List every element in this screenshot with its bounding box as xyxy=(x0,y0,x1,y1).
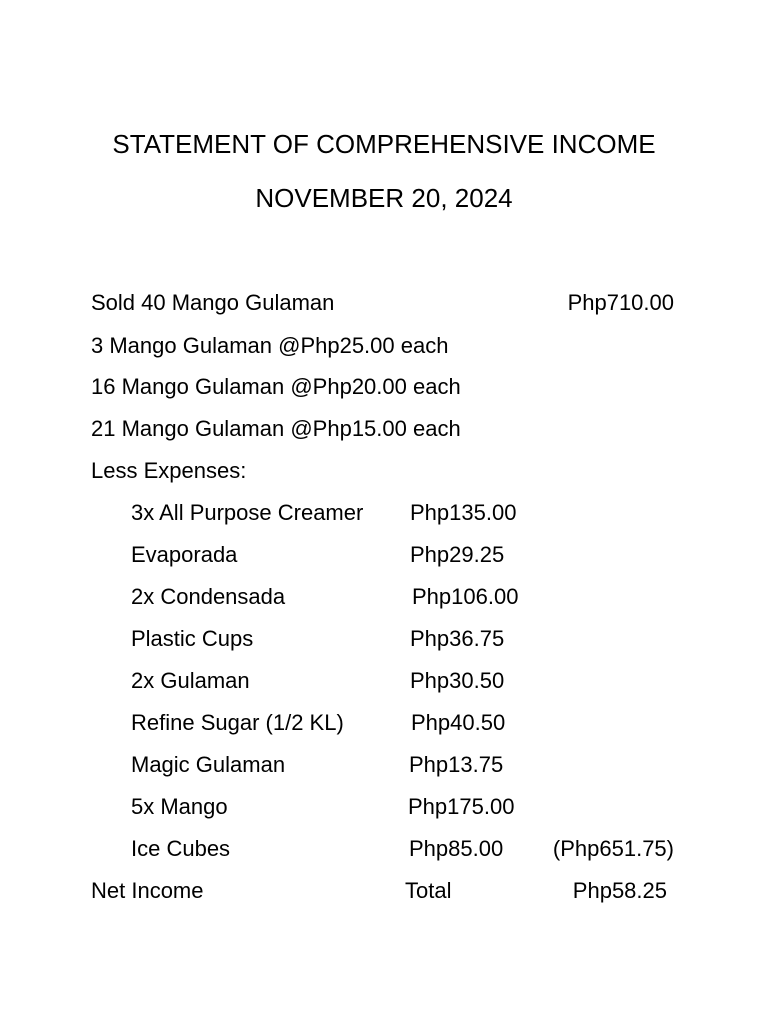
expense-label: Magic Gulaman xyxy=(131,752,286,777)
sales-line xyxy=(0,373,768,401)
expense-label: 2x Condensada xyxy=(131,584,286,609)
expense-amount: Php29.25 xyxy=(410,542,505,567)
net-income-row xyxy=(0,877,768,905)
expense-amount: Php135.00 xyxy=(410,500,517,525)
expense-row xyxy=(0,499,768,527)
expense-amount: Php36.75 xyxy=(410,626,505,651)
sales-line xyxy=(0,332,768,360)
expense-amount: Php106.00 xyxy=(412,584,519,609)
net-income-amount: Php58.25 xyxy=(572,878,667,903)
expense-label: Evaporada xyxy=(131,542,238,567)
expense-amount: Php40.50 xyxy=(411,710,506,735)
expenses-heading-row xyxy=(0,457,768,485)
expense-amount: Php175.00 xyxy=(408,794,515,819)
sales-line-text: 3 Mango Gulaman @Php25.00 each xyxy=(91,333,449,358)
statement-title: STATEMENT OF COMPREHENSIVE INCOME xyxy=(112,129,656,159)
expense-row xyxy=(0,667,768,695)
sales-summary-row xyxy=(0,289,768,317)
expense-label: Plastic Cups xyxy=(131,626,254,651)
sales-summary-amount: Php710.00 xyxy=(567,290,674,315)
expense-row xyxy=(0,751,768,779)
expense-row xyxy=(0,793,768,821)
expense-row xyxy=(0,583,768,611)
expense-label: 2x Gulaman xyxy=(131,668,250,693)
net-income-label: Net Income xyxy=(91,878,204,903)
sales-summary-label: Sold 40 Mango Gulaman xyxy=(91,290,335,315)
expense-row xyxy=(0,625,768,653)
expense-row xyxy=(0,541,768,569)
expense-row xyxy=(0,709,768,737)
expense-amount: Php30.50 xyxy=(410,668,505,693)
expense-label: Refine Sugar (1/2 KL) xyxy=(131,710,344,735)
expense-label: Ice Cubes xyxy=(131,836,231,861)
expense-amount: Php85.00 xyxy=(409,836,504,861)
expense-label: 3x All Purpose Creamer xyxy=(131,500,364,525)
total-label: Total xyxy=(405,878,452,903)
sales-line-text: 21 Mango Gulaman @Php15.00 each xyxy=(91,416,461,441)
expenses-total: (Php651.75) xyxy=(552,836,674,861)
sales-line-text: 16 Mango Gulaman @Php20.00 each xyxy=(91,374,461,399)
sales-line xyxy=(0,415,768,443)
expenses-heading: Less Expenses: xyxy=(91,458,247,483)
statement-date: NOVEMBER 20, 2024 xyxy=(255,183,513,213)
expense-amount: Php13.75 xyxy=(409,752,504,777)
expense-row-last xyxy=(0,835,768,863)
expense-label: 5x Mango xyxy=(131,794,228,819)
